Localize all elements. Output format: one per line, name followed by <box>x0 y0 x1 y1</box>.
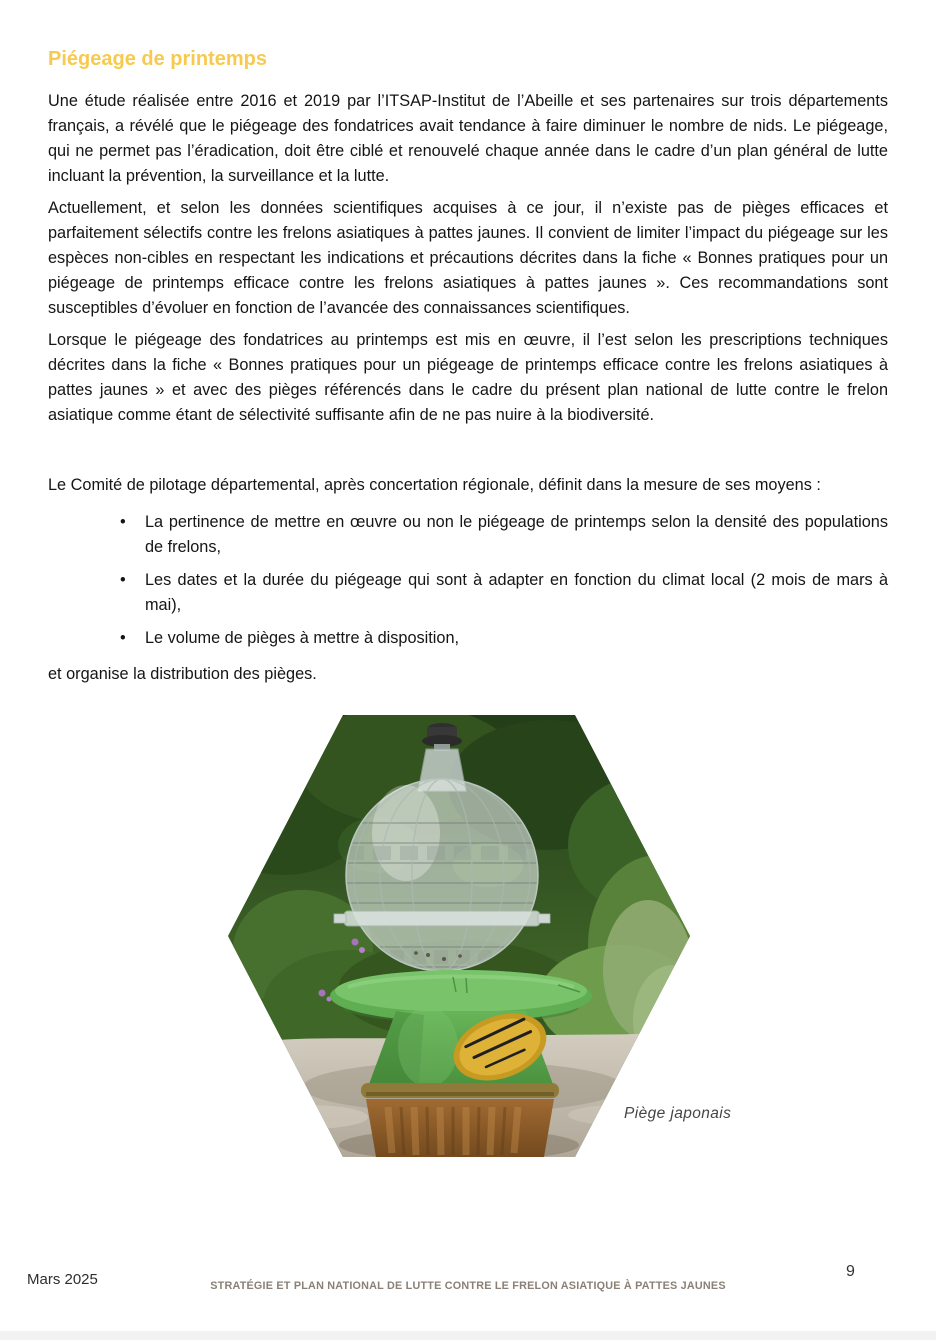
footer-running-title: STRATÉGIE ET PLAN NATIONAL DE LUTTE CONTRE LE FRELON ASIATIQUE À PATTES JAUNES <box>210 1280 726 1292</box>
paragraph-current-knowledge: Actuellement, et selon les données scientifiques acquises à ce jour, il n’existe pas de pièges efficaces et parfaitement sélectifs contre les frelons asiatiques à pattes jaunes. Il convient de limiter l’impact du piégeage sur les espèces non-cibles en respectant les indications et précautions décrites dans la fiche « Bonnes pratiques pour un piégeage de printemps efficace contre les frelons asiatiques à pattes jaunes ». Ces recommandations sont susceptibles d’évoluer en fonction de l’avancée des connaissances scientifiques. <box>48 199 888 317</box>
figure <box>228 715 732 1157</box>
paragraph-study: Une étude réalisée entre 2016 et 2019 par l’ITSAP-Institut de l’Abeille et ses partenaires sur trois départements français, a révélé que le piégeage des fondatrices avait tendance à faire diminuer le nombre de nids. Le piégeage, qui ne permet pas l’éradication, doit être ciblé et renouvelé chaque année dans le cadre d’un plan général de lutte incluant la prévention, la surveillance et la lutte. <box>48 92 888 185</box>
footer-page-number: 9 <box>846 1263 855 1280</box>
page-content <box>0 46 936 1157</box>
bullet-list <box>48 510 888 651</box>
section-heading: Piégeage de printemps <box>48 48 267 70</box>
closing-text: et organise la distribution des pièges. <box>48 665 317 683</box>
bullet-item-dates: • Les dates et la durée du piégeage qui sont à adapter en fonction du climat local (2 mois de mars à mai), <box>48 568 888 618</box>
committee-intro: Le Comité de pilotage départemental, après concertation régionale, définit dans la mesure de ses moyens : <box>48 476 821 494</box>
trap-photo-hexagon <box>228 715 690 1157</box>
figure-caption: Piège japonais <box>624 1105 732 1122</box>
paragraph-prescriptions: Lorsque le piégeage des fondatrices au printemps est mis en œuvre, il l’est selon les prescriptions techniques décrites dans la fiche « Bonnes pratiques pour un piégeage de printemps efficace contre les frelons asiatiques à pattes jaunes » et avec des pièges référencés dans le cadre du présent plan national de lutte contre le frelon asiatique comme étant de sélectivité suffisante afin de ne pas nuire à la biodiversité. <box>48 331 888 424</box>
bullet-item-volume: • Le volume de pièges à mettre à disposition, <box>48 626 888 651</box>
footer-date: Mars 2025 <box>27 1271 98 1288</box>
footer-bottom-strip <box>0 1331 936 1340</box>
bullet-item-pertinence: • La pertinence de mettre en œuvre ou non le piégeage de printemps selon la densité des populations de frelons, <box>48 510 888 560</box>
